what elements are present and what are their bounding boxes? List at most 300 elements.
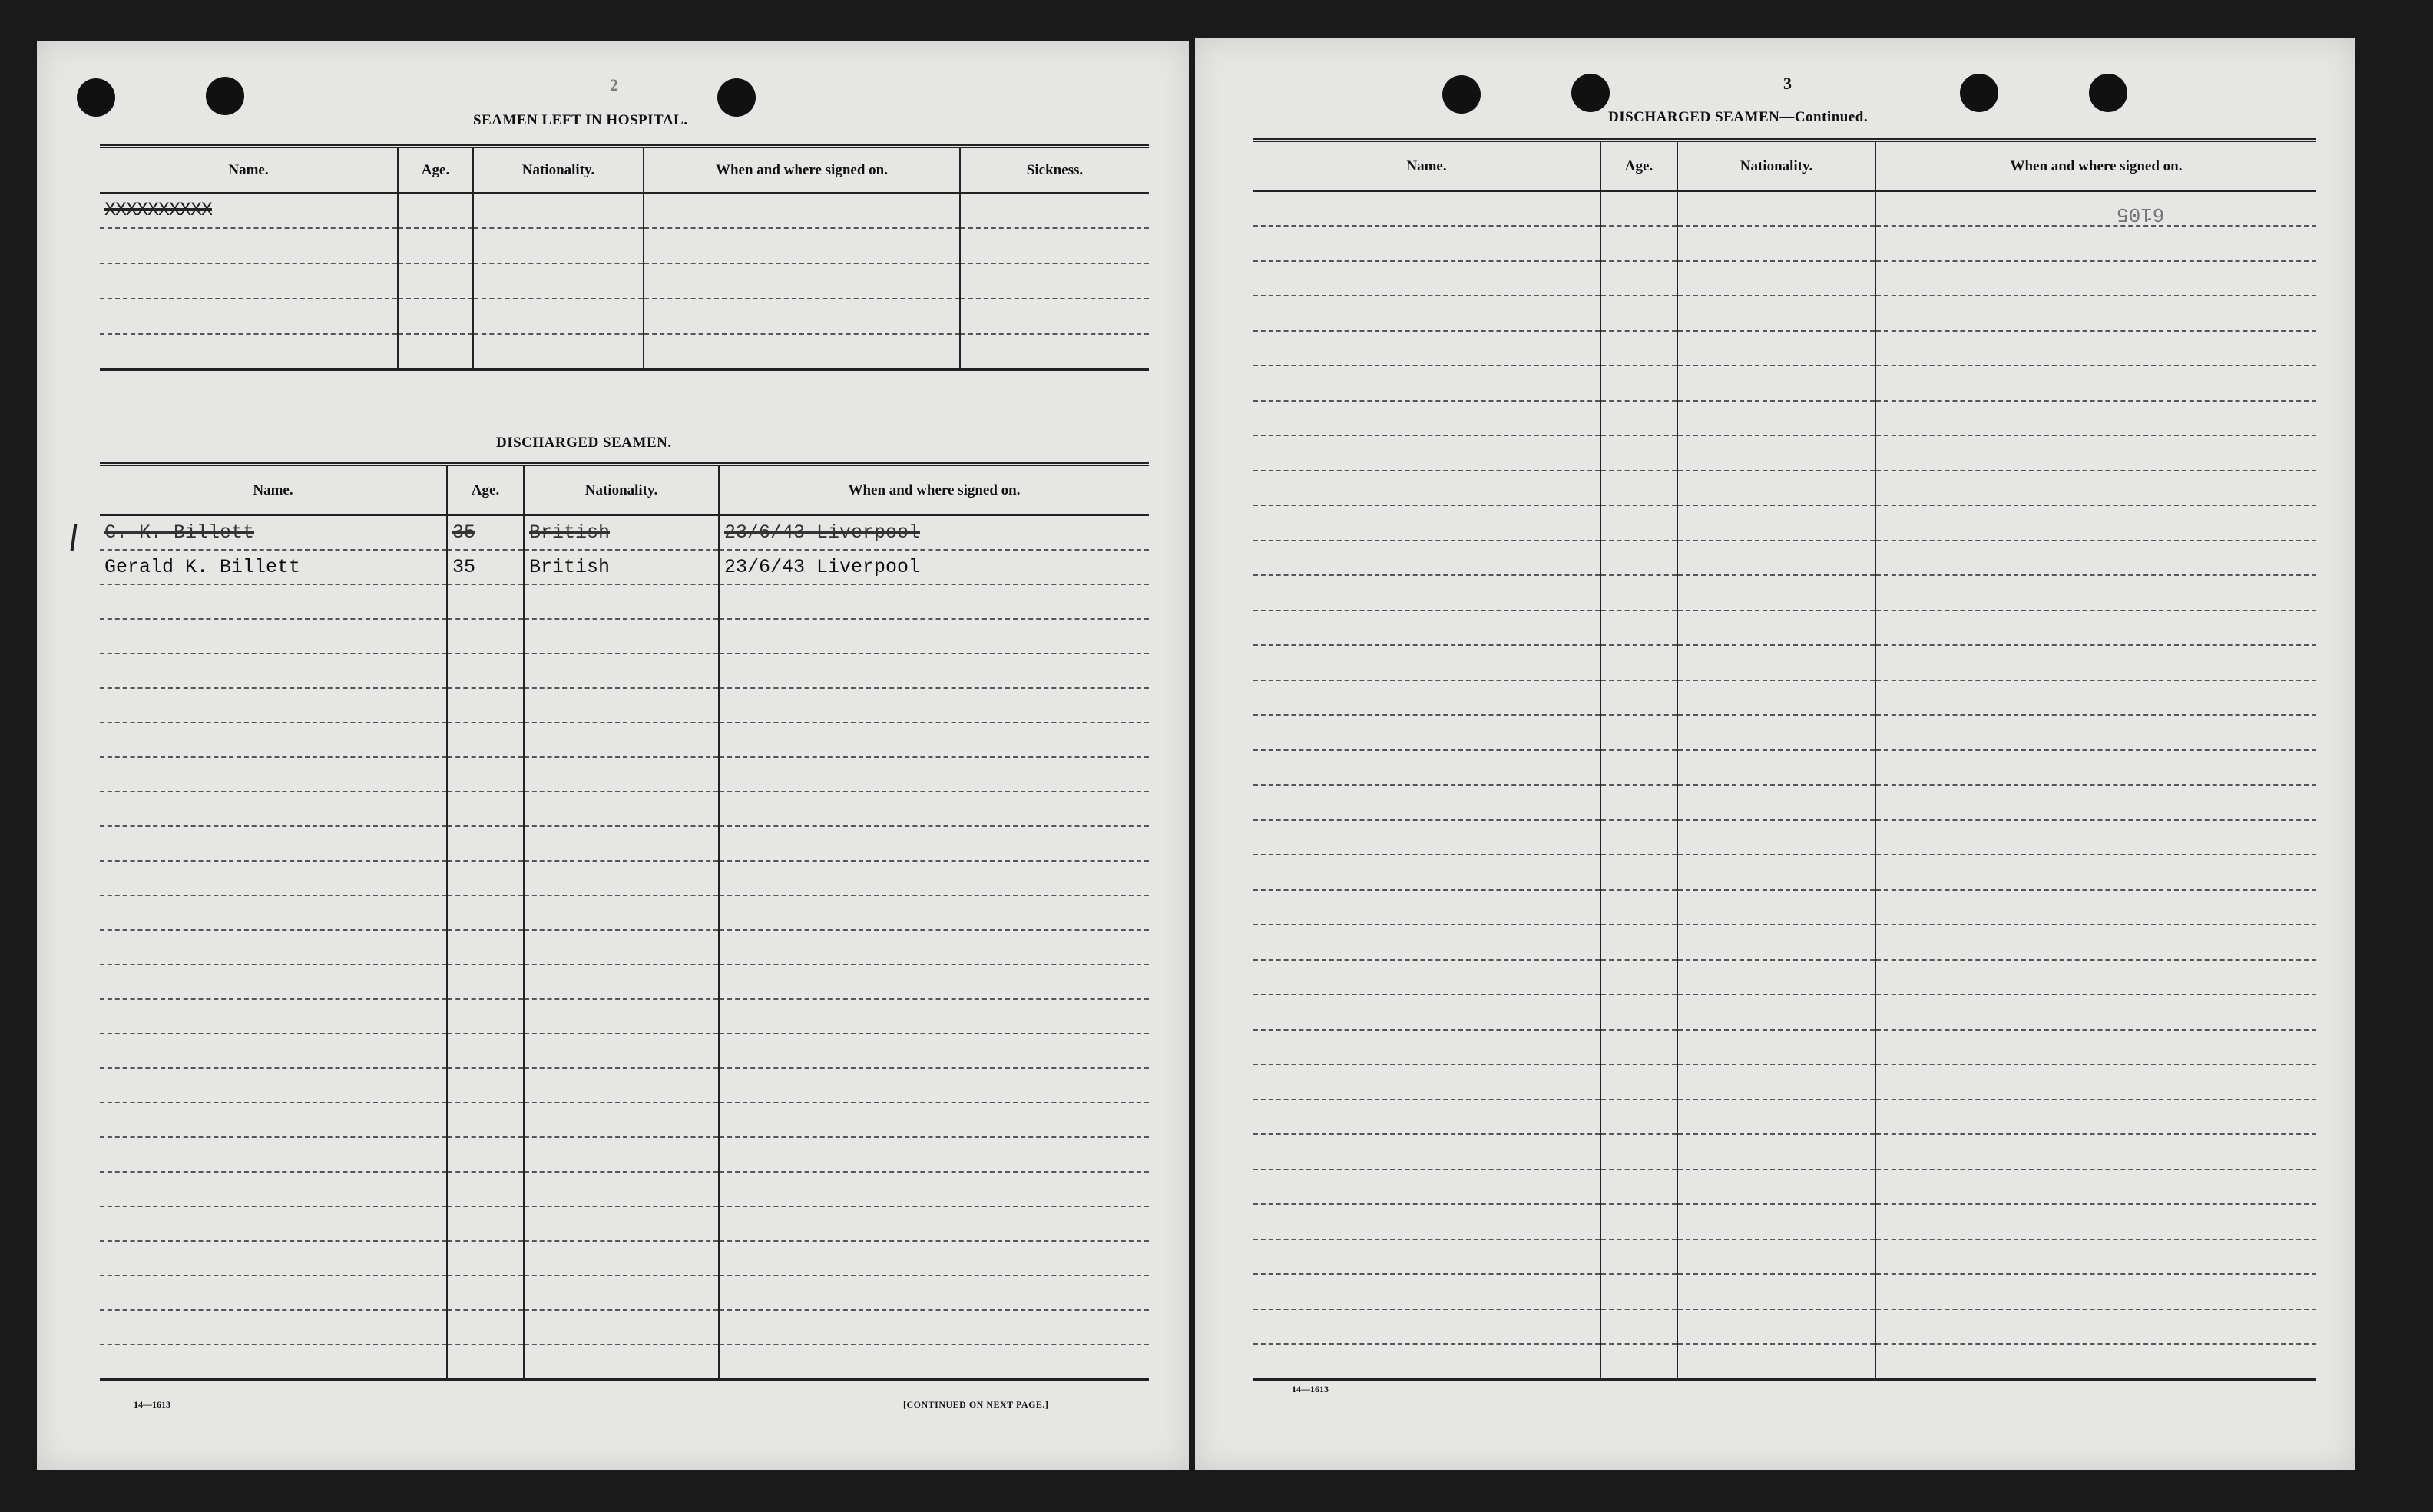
- table-row: [100, 263, 1149, 299]
- blank-row: [100, 895, 1149, 930]
- cell-age: [1600, 994, 1677, 1030]
- cell-name: [100, 930, 447, 964]
- blank-row: [1253, 1204, 2316, 1239]
- blank-row: [1253, 331, 2316, 366]
- blank-row: [100, 757, 1149, 792]
- cell-signed-on: [1875, 1100, 2316, 1135]
- cell-age: 35: [447, 550, 524, 584]
- cell-nationality: [1677, 505, 1875, 541]
- cell-nationality: [1677, 296, 1875, 331]
- cell-nationality: [1677, 715, 1875, 750]
- cell-name: [100, 1345, 447, 1379]
- cell-signed-on: [1875, 1274, 2316, 1309]
- cell-signed-on: [644, 263, 960, 299]
- blank-row: [1253, 680, 2316, 716]
- cell-age: [447, 826, 524, 861]
- cell-signed-on: [1875, 296, 2316, 331]
- cell-signed-on: [719, 1241, 1149, 1275]
- left-page: [37, 41, 1189, 1470]
- cell-nationality: [1677, 855, 1875, 890]
- cell-nationality: [1677, 435, 1875, 471]
- blank-row: [1253, 1170, 2316, 1205]
- blank-row: [100, 1275, 1149, 1310]
- cell-nationality: [1677, 401, 1875, 436]
- cell-age: [398, 334, 473, 369]
- blank-row: [1253, 296, 2316, 331]
- cell-name: [1253, 750, 1600, 786]
- cell-age: [447, 930, 524, 964]
- cell-signed-on: [719, 1172, 1149, 1206]
- punch-hole: [1442, 75, 1481, 114]
- cell-signed-on: [1875, 960, 2316, 995]
- column-header-age: Age.: [1600, 141, 1677, 191]
- cell-nationality: [1677, 1344, 1875, 1379]
- cell-nationality: [1677, 1100, 1875, 1135]
- cell-age: [1600, 191, 1677, 227]
- discharged-table: [100, 462, 1149, 1381]
- cell-sickness: [960, 263, 1149, 299]
- cell-nationality: [524, 930, 719, 964]
- cell-nationality: [1677, 541, 1875, 576]
- cell-signed-on: [1875, 366, 2316, 401]
- blank-row: [100, 584, 1149, 619]
- cell-nationality: [524, 1172, 719, 1206]
- cell-signed-on: [1875, 820, 2316, 855]
- column-header-nationality: Nationality.: [1677, 141, 1875, 191]
- cell-name: [1253, 1344, 1600, 1379]
- margin-mark: [71, 524, 78, 551]
- cell-signed-on: [719, 1103, 1149, 1137]
- punch-hole: [1960, 74, 1998, 112]
- cell-age: [1600, 1344, 1677, 1379]
- cell-nationality: [1677, 610, 1875, 646]
- cell-signed-on: [719, 1068, 1149, 1103]
- cell-age: [447, 861, 524, 895]
- cell-signed-on: [1875, 1064, 2316, 1100]
- cell-nationality: [524, 619, 719, 653]
- cell-name: [100, 619, 447, 653]
- cell-nationality: [524, 1345, 719, 1379]
- cell-signed-on: [1875, 610, 2316, 646]
- cell-signed-on: [1875, 191, 2316, 227]
- cell-name: [1253, 226, 1600, 261]
- cell-name: [1253, 296, 1600, 331]
- column-header-name: Name.: [100, 147, 398, 193]
- cell-nationality: [524, 895, 719, 930]
- cell-name: [100, 1275, 447, 1310]
- cell-signed-on: [644, 299, 960, 334]
- blank-row: [1253, 226, 2316, 261]
- blank-row: [100, 999, 1149, 1034]
- cell-nationality: [524, 723, 719, 757]
- cell-age: [447, 999, 524, 1034]
- cell-nationality: [1677, 820, 1875, 855]
- cell-age: [398, 228, 473, 263]
- cell-nationality: [524, 1241, 719, 1275]
- cell-name: [100, 1034, 447, 1068]
- blank-row: [100, 930, 1149, 964]
- cell-nationality: [1677, 925, 1875, 960]
- column-header-signed-on: When and where signed on.: [644, 147, 960, 193]
- blank-row: [1253, 1100, 2316, 1135]
- cell-age: 35: [447, 515, 524, 550]
- blank-row: [100, 1137, 1149, 1172]
- blank-row: [1253, 366, 2316, 401]
- cell-age: [447, 1172, 524, 1206]
- cell-signed-on: [719, 584, 1149, 619]
- cell-name: [100, 723, 447, 757]
- blank-row: [100, 1034, 1149, 1068]
- cell-name: [100, 861, 447, 895]
- cell-signed-on: [1875, 645, 2316, 680]
- cell-name: [100, 1137, 447, 1172]
- cell-nationality: [524, 964, 719, 999]
- cell-name: [1253, 610, 1600, 646]
- blank-row: [1253, 855, 2316, 890]
- cell-name: [1253, 331, 1600, 366]
- cell-age: [1600, 471, 1677, 506]
- cell-name: [100, 1206, 447, 1241]
- cell-signed-on: [1875, 331, 2316, 366]
- blank-row: [1253, 435, 2316, 471]
- discharged-continued-table: [1253, 138, 2316, 1381]
- cell-age: [1600, 610, 1677, 646]
- blank-row: [100, 619, 1149, 653]
- cell-nationality: [524, 1034, 719, 1068]
- cell-age: [1600, 960, 1677, 995]
- cell-age: [1600, 1134, 1677, 1170]
- cell-age: [1600, 890, 1677, 925]
- column-header-age: Age.: [447, 465, 524, 515]
- blank-row: [1253, 471, 2316, 506]
- cell-nationality: [1677, 191, 1875, 227]
- cell-name: [100, 964, 447, 999]
- cell-name: [1253, 505, 1600, 541]
- cell-signed-on: [1875, 401, 2316, 436]
- cell-nationality: [1677, 680, 1875, 716]
- cell-signed-on: [719, 1275, 1149, 1310]
- cell-name: [1253, 191, 1600, 227]
- column-header-signed-on: When and where signed on.: [1875, 141, 2316, 191]
- cell-name: [100, 299, 398, 334]
- cell-name: [100, 228, 398, 263]
- cell-age: [447, 1034, 524, 1068]
- cell-age: [398, 299, 473, 334]
- cell-age: [1600, 1274, 1677, 1309]
- cell-nationality: [524, 757, 719, 792]
- cell-signed-on: [644, 334, 960, 369]
- cell-signed-on: [1875, 890, 2316, 925]
- cell-age: [398, 263, 473, 299]
- cell-nationality: [1677, 575, 1875, 610]
- table-row: [100, 299, 1149, 334]
- cell-signed-on: [1875, 261, 2316, 296]
- table-row: [100, 334, 1149, 369]
- cell-nationality: [1677, 1309, 1875, 1345]
- cell-signed-on: [719, 826, 1149, 861]
- punch-hole: [2089, 74, 2127, 112]
- cell-age: [1600, 331, 1677, 366]
- blank-row: [1253, 1134, 2316, 1170]
- hospital-section-title: SEAMEN LEFT IN HOSPITAL.: [473, 112, 688, 128]
- cell-nationality: [1677, 960, 1875, 995]
- blank-row: [1253, 610, 2316, 646]
- cell-name: [1253, 890, 1600, 925]
- cell-signed-on: [1875, 505, 2316, 541]
- blank-row: [100, 1310, 1149, 1345]
- cell-name: XXXXXXXXXX: [100, 193, 398, 228]
- cell-name: [1253, 541, 1600, 576]
- blank-row: [100, 1241, 1149, 1275]
- cell-age: [1600, 715, 1677, 750]
- cell-name: [1253, 1170, 1600, 1205]
- cell-name: [1253, 925, 1600, 960]
- cell-signed-on: [1875, 575, 2316, 610]
- cell-nationality: [1677, 750, 1875, 786]
- blank-row: [1253, 820, 2316, 855]
- cell-signed-on: [719, 792, 1149, 826]
- cell-nationality: [524, 999, 719, 1034]
- cell-nationality: [1677, 890, 1875, 925]
- blank-row: [1253, 994, 2316, 1030]
- cell-nationality: [524, 861, 719, 895]
- cell-age: [1600, 1204, 1677, 1239]
- cell-age: [447, 895, 524, 930]
- cell-age: [447, 1310, 524, 1345]
- cell-signed-on: [719, 1034, 1149, 1068]
- cell-nationality: [1677, 645, 1875, 680]
- column-header-signed-on: When and where signed on.: [719, 465, 1149, 515]
- cell-name: [100, 792, 447, 826]
- cell-signed-on: [1875, 925, 2316, 960]
- cell-age: [1600, 1030, 1677, 1065]
- cell-age: [1600, 855, 1677, 890]
- cell-nationality: [524, 826, 719, 861]
- cell-signed-on: [1875, 785, 2316, 820]
- cell-signed-on: [1875, 994, 2316, 1030]
- blank-row: [1253, 715, 2316, 750]
- cell-signed-on: [1875, 715, 2316, 750]
- cell-age: [1600, 435, 1677, 471]
- cell-name: [100, 999, 447, 1034]
- cell-nationality: [524, 792, 719, 826]
- blank-row: [100, 1206, 1149, 1241]
- cell-signed-on: [719, 757, 1149, 792]
- cell-signed-on: [1875, 1170, 2316, 1205]
- cell-name: [100, 757, 447, 792]
- blank-row: [1253, 1274, 2316, 1309]
- reversed-stamp: 6105: [2117, 203, 2165, 226]
- cell-age: [447, 1103, 524, 1137]
- cell-name: [1253, 855, 1600, 890]
- blank-row: [100, 1172, 1149, 1206]
- cell-age: [447, 688, 524, 723]
- cell-nationality: [1677, 331, 1875, 366]
- cell-name: [100, 1241, 447, 1275]
- page-number: 3: [1783, 74, 1792, 93]
- cell-signed-on: [719, 1310, 1149, 1345]
- cell-age: [1600, 1100, 1677, 1135]
- blank-row: [100, 964, 1149, 999]
- cell-nationality: [1677, 226, 1875, 261]
- cell-name: [1253, 1134, 1600, 1170]
- cell-signed-on: [719, 964, 1149, 999]
- cell-age: [447, 723, 524, 757]
- cell-sickness: [960, 193, 1149, 228]
- cell-nationality: [1677, 1204, 1875, 1239]
- cell-signed-on: [1875, 541, 2316, 576]
- blank-row: [1253, 505, 2316, 541]
- blank-row: [1253, 645, 2316, 680]
- blank-row: [1253, 1239, 2316, 1275]
- blank-row: [100, 826, 1149, 861]
- cell-signed-on: [1875, 1239, 2316, 1275]
- form-code: 14—1613: [134, 1399, 170, 1410]
- cell-age: [1600, 1170, 1677, 1205]
- cell-age: [1600, 750, 1677, 786]
- cell-nationality: British: [524, 515, 719, 550]
- cell-age: [447, 1275, 524, 1310]
- cell-nationality: [524, 1275, 719, 1310]
- column-header-nationality: Nationality.: [473, 147, 644, 193]
- cell-name: [100, 1172, 447, 1206]
- blank-row: [1253, 890, 2316, 925]
- hospital-table: [100, 144, 1149, 371]
- cell-signed-on: [1875, 1030, 2316, 1065]
- blank-row: [1253, 1030, 2316, 1065]
- blank-row: [1253, 1344, 2316, 1379]
- blank-row: [1253, 960, 2316, 995]
- cell-name: [1253, 785, 1600, 820]
- cell-age: [1600, 261, 1677, 296]
- cell-signed-on: [719, 930, 1149, 964]
- blank-row: [100, 861, 1149, 895]
- cell-nationality: [1677, 1239, 1875, 1275]
- cell-age: [447, 757, 524, 792]
- cell-signed-on: [719, 619, 1149, 653]
- cell-age: [1600, 645, 1677, 680]
- cell-signed-on: [1875, 1309, 2316, 1345]
- cell-nationality: British: [524, 550, 719, 584]
- cell-signed-on: [1875, 855, 2316, 890]
- cell-age: [447, 653, 524, 688]
- cell-nationality: [524, 584, 719, 619]
- cell-age: [1600, 505, 1677, 541]
- cell-age: [447, 1241, 524, 1275]
- cell-signed-on: [1875, 680, 2316, 716]
- cell-sickness: [960, 228, 1149, 263]
- cell-name: [1253, 1204, 1600, 1239]
- blank-row: [100, 688, 1149, 723]
- blank-row: [1253, 785, 2316, 820]
- column-header-age: Age.: [398, 147, 473, 193]
- cell-name: [1253, 575, 1600, 610]
- cell-age: [1600, 296, 1677, 331]
- cell-nationality: [524, 688, 719, 723]
- column-header-sickness: Sickness.: [960, 147, 1149, 193]
- cell-nationality: [1677, 1030, 1875, 1065]
- cell-nationality: [1677, 1064, 1875, 1100]
- cell-name: [100, 584, 447, 619]
- cell-signed-on: [644, 193, 960, 228]
- cell-name: [1253, 1309, 1600, 1345]
- cell-name: [1253, 1239, 1600, 1275]
- cell-name: [1253, 261, 1600, 296]
- cell-nationality: [1677, 1170, 1875, 1205]
- cell-signed-on: [1875, 1134, 2316, 1170]
- punch-hole: [77, 78, 115, 117]
- cell-signed-on: [719, 1137, 1149, 1172]
- cell-signed-on: [1875, 435, 2316, 471]
- punch-hole: [717, 78, 756, 117]
- cell-nationality: [473, 334, 644, 369]
- cell-signed-on: [719, 999, 1149, 1034]
- cell-signed-on: 23/6/43 Liverpool: [719, 515, 1149, 550]
- cell-signed-on: [719, 895, 1149, 930]
- cell-nationality: [1677, 785, 1875, 820]
- blank-row: [100, 792, 1149, 826]
- cell-name: [1253, 366, 1600, 401]
- cell-name: [100, 1103, 447, 1137]
- cell-name: [100, 263, 398, 299]
- cell-sickness: [960, 334, 1149, 369]
- cell-age: [447, 1206, 524, 1241]
- cell-name: [1253, 715, 1600, 750]
- cell-name: [1253, 820, 1600, 855]
- cell-signed-on: 23/6/43 Liverpool: [719, 550, 1149, 584]
- blank-row: [100, 1103, 1149, 1137]
- cell-name: [1253, 401, 1600, 436]
- cell-age: [447, 964, 524, 999]
- cell-name: [100, 653, 447, 688]
- cell-age: [1600, 1309, 1677, 1345]
- cell-name: Gerald K. Billett: [100, 550, 447, 584]
- cell-age: [1600, 785, 1677, 820]
- cell-name: [100, 334, 398, 369]
- blank-row: [1253, 261, 2316, 296]
- discharged-continued-title: DISCHARGED SEAMEN—Continued.: [1608, 109, 1869, 125]
- cell-age: [1600, 925, 1677, 960]
- cell-nationality: [524, 1310, 719, 1345]
- cell-signed-on: [1875, 1204, 2316, 1239]
- cell-age: [447, 1137, 524, 1172]
- blank-row: [1253, 575, 2316, 610]
- cell-signed-on: [719, 653, 1149, 688]
- blank-row: [1253, 925, 2316, 960]
- cell-nationality: [1677, 994, 1875, 1030]
- cell-age: [1600, 366, 1677, 401]
- cell-signed-on: [1875, 1344, 2316, 1379]
- cell-signed-on: [719, 1206, 1149, 1241]
- cell-name: [1253, 435, 1600, 471]
- cell-age: [1600, 226, 1677, 261]
- cell-age: [447, 1345, 524, 1379]
- table-row: [100, 193, 1149, 228]
- cell-name: [1253, 680, 1600, 716]
- cell-age: [1600, 541, 1677, 576]
- cell-name: [1253, 960, 1600, 995]
- struck-row: [100, 515, 1149, 550]
- cell-signed-on: [719, 723, 1149, 757]
- form-code: 14—1613: [1292, 1384, 1329, 1395]
- continued-note: [CONTINUED ON NEXT PAGE.]: [903, 1399, 1049, 1410]
- cell-sickness: [960, 299, 1149, 334]
- cell-name: [100, 826, 447, 861]
- cell-age: [1600, 1064, 1677, 1100]
- cell-name: [100, 688, 447, 723]
- cell-nationality: [1677, 366, 1875, 401]
- cell-age: [447, 619, 524, 653]
